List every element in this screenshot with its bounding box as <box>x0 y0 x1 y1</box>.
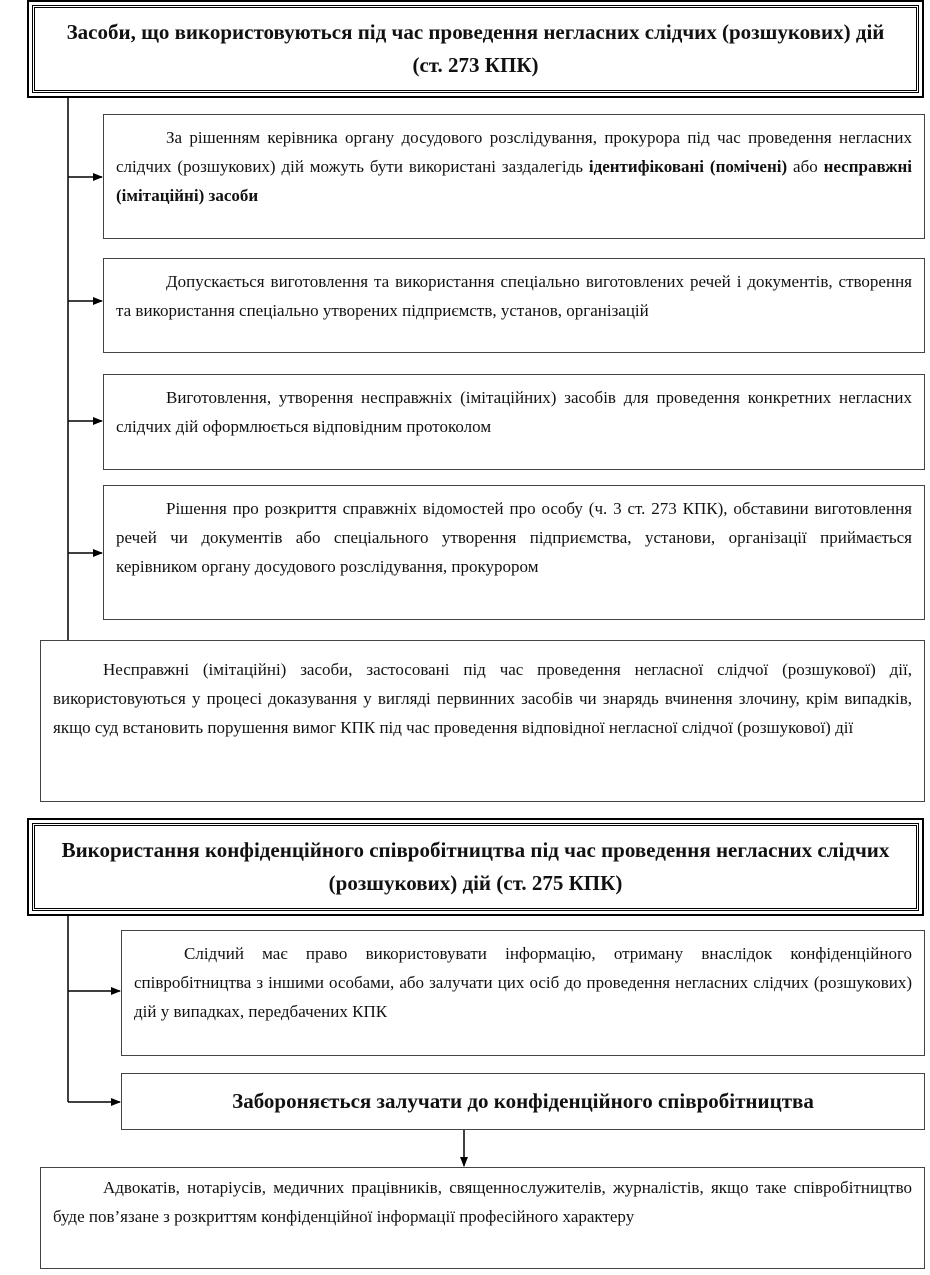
box1-text-b: або <box>787 157 824 176</box>
box1-bold-a: ідентифіковані (помічені) <box>588 157 788 176</box>
section1-box5 <box>40 640 925 802</box>
box1-bold-b: несправжні (імітаційні) засоби <box>116 157 912 205</box>
section1-title <box>32 5 919 93</box>
section1-box1-text <box>116 123 912 210</box>
section1-box2 <box>103 258 925 353</box>
section1-title-text: Засоби, що використовуються під час проведення негласних слідчих (розшукових) дій (ст. 273 КПК) <box>66 20 885 77</box>
section1-box1 <box>103 114 925 239</box>
section2-box1 <box>121 930 925 1056</box>
section2-box3-text: Адвокатів, нотаріусів, медичних працівників, священнослужителів, журналістів, якщо таке співробітництво буде пов’язане з розкриттям конфіденційної інформації професійного характеру <box>53 1178 912 1226</box>
box1-text-a: За рішенням керівника органу досудового розслідування, прокурора під час проведення негласних слідчих (розшукових) дій можуть бути використані заздалегідь <box>116 128 912 176</box>
section1-box4 <box>103 485 925 620</box>
section2-box3 <box>40 1167 925 1269</box>
section1-box5-text: Несправжні (імітаційні) засоби, застосовані під час проведення негласної слідчої (розшукової) дії, використовуються у процесі доказування у вигляді первинних засобів чи знарядь вчинення злочину, крім випадків, якщо суд встановить порушення вимог КПК під час проведення відповідної негласної слідчої (розшукової) дії <box>53 660 912 737</box>
section2-title <box>32 823 919 911</box>
prohibition-heading-text: Забороняється залучати до конфіденційного співробітництва <box>232 1089 814 1113</box>
section1-box3-text: Виготовлення, утворення несправжніх (імітаційних) засобів для проведення конкретних негласних слідчих дій оформлюється відповідним протоколом <box>116 388 912 436</box>
section2-box1-text: Слідчий має право використовувати інформацію, отриману внаслідок конфіденційного співробітництва з іншими особами, або залучати цих осіб до проведення негласних слідчих (розшукових) дій у випадках, передбачених КПК <box>134 944 912 1021</box>
section1-box3 <box>103 374 925 470</box>
section1-box4-text: Рішення про розкриття справжніх відомостей про особу (ч. 3 ст. 273 КПК), обставини виготовлення речей чи документів або спеціального утворення підприємства, установи, організації приймається керівником органу досудового розслідування, прокурором <box>116 499 912 576</box>
section1-box2-text: Допускається виготовлення та використання спеціально виготовлених речей і документів, створення та використання спеціально утворених підприємств, установ, організацій <box>116 272 912 320</box>
section2-title-text: Використання конфіденційного співробітництва під час проведення негласних слідчих (розшукових) дій (ст. 275 КПК) <box>61 838 890 895</box>
prohibition-heading <box>121 1073 925 1130</box>
